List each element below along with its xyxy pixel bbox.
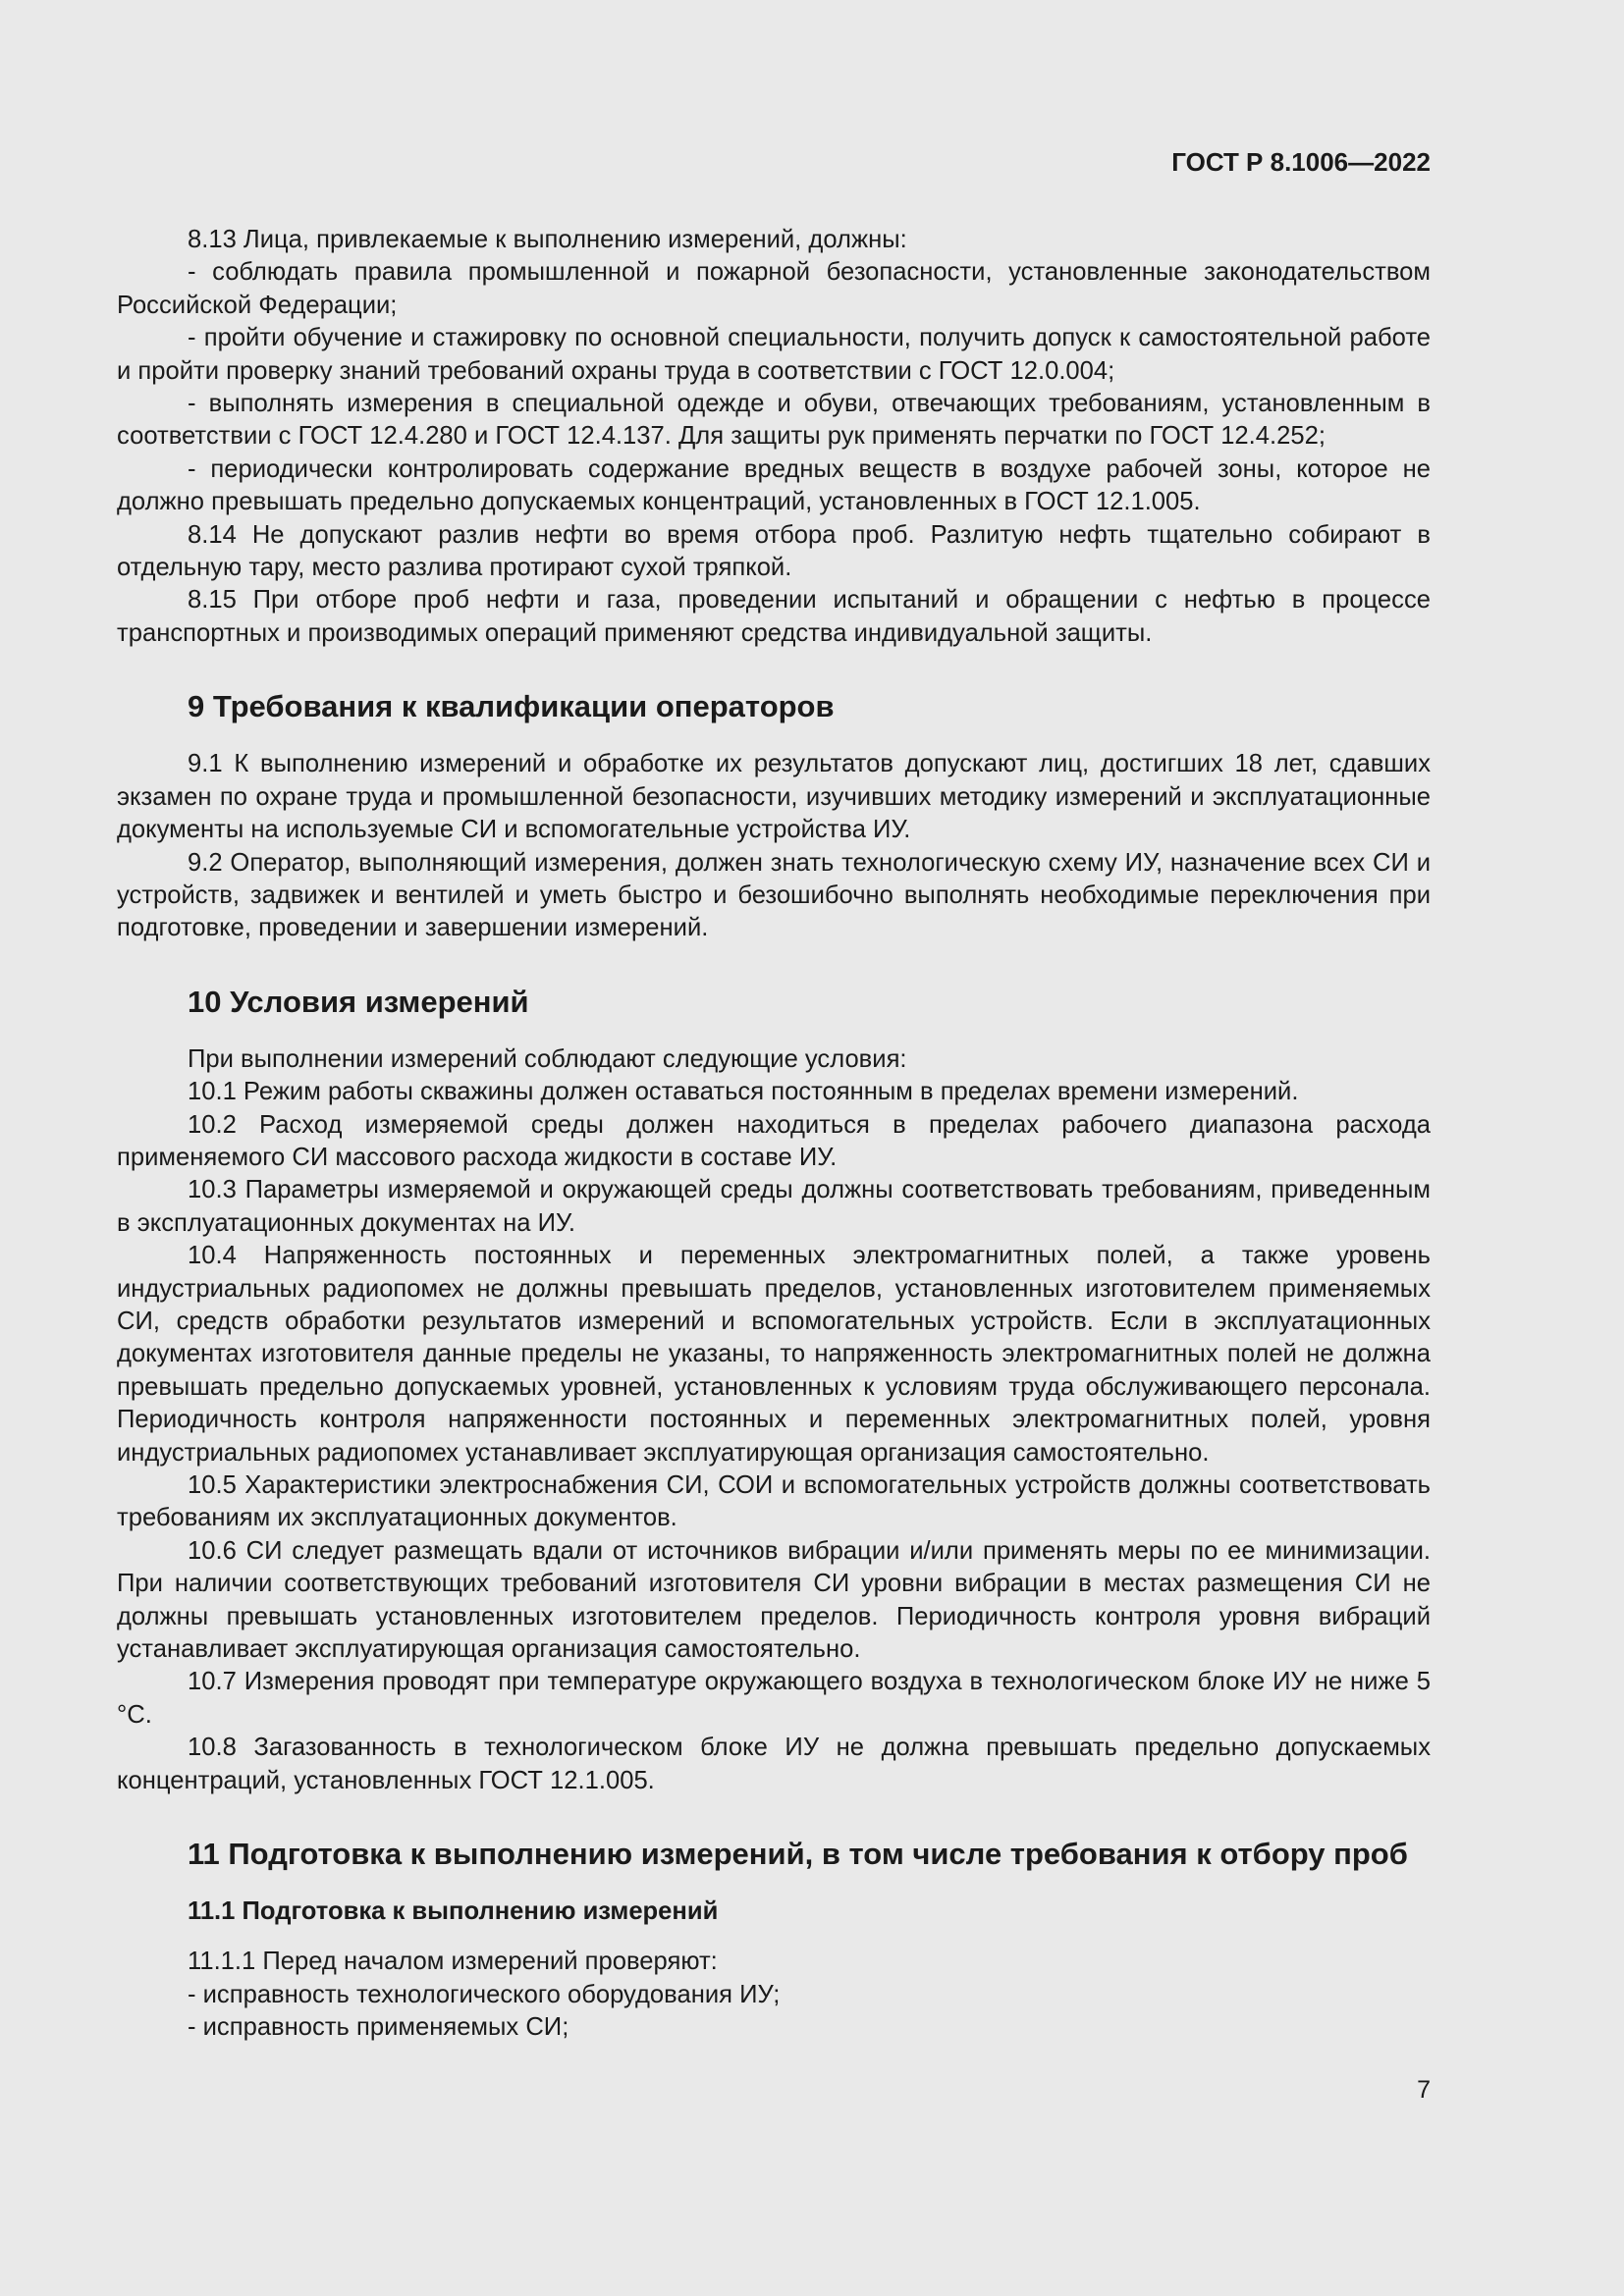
paragraph-10-5: 10.5 Характеристики электроснабжения СИ, СОИ и вспомогательных устройств должны соответствовать требованиям их эксплуатационных документов. [117, 1471, 1431, 1532]
document-code-header: ГОСТ Р 8.1006—2022 [1171, 147, 1431, 177]
section-10-heading: 10 Условия измерений [188, 984, 529, 1019]
paragraph-10-7: 10.7 Измерения проводят при температуре окружающего воздуха в технологическом блоке ИУ не ниже 5 °С. [117, 1668, 1431, 1729]
section-11-heading: 11 Подготовка к выполнению измерений, в том числе требования к отбору проб [188, 1837, 1408, 1872]
paragraph-9-2: 9.2 Оператор, выполняющий измерения, должен знать технологическую схему ИУ, назначение всех СИ и устройств, задвижек и вентилей и уметь быстро и безошибочно выполнять необходимые переключения при подготовке, проведении и завершении измерений. [117, 848, 1431, 942]
subsection-11-1-heading: 11.1 Подготовка к выполнению измерений [188, 1897, 719, 1926]
document-body [117, 224, 1431, 2045]
paragraph-10-1: 10.1 Режим работы скважины должен оставаться постоянным в пределах времени измерений. [188, 1078, 1299, 1106]
list-item-instruments-check: - исправность применяемых СИ; [188, 2013, 569, 2042]
list-item-safety-rules: - соблюдать правила промышленной и пожарной безопасности, установленные законодательством Российской Федерации; [117, 258, 1431, 319]
paragraph-8-15: 8.15 При отборе проб нефти и газа, проведении испытаний и обращении с нефтью в процессе транспортных и производимых операций применяют средства индивидуальной защиты. [117, 586, 1431, 647]
paragraph-8-14: 8.14 Не допускают разлив нефти во время отбора проб. Разлитую нефть тщательно собирают в отдельную тару, место разлива протирают сухой тряпкой. [117, 520, 1431, 582]
page-number: 7 [1417, 2076, 1431, 2104]
list-item-air-monitoring: - периодически контролировать содержание вредных веществ в воздухе рабочей зоны, которое не должно превышать предельно допускаемых концентраций, установленных в ГОСТ 12.1.005. [117, 454, 1431, 516]
list-item-equipment-check: - исправность технологического оборудования ИУ; [188, 1980, 781, 2008]
paragraph-10-6: 10.6 СИ следует размещать вдали от источников вибрации и/или применять меры по ее минимизации. При наличии соответствующих требований изготовителя СИ уровни вибрации в местах размещения СИ не должны превышать установленных изготовителем пределов. Периодичность контроля уровня вибраций устанавливает эксплуатирующая организация самостоятельно. [117, 1536, 1431, 1664]
section-9-heading: 9 Требования к квалификации операторов [188, 689, 835, 724]
paragraph-9-1: 9.1 К выполнению измерений и обработке их результатов допускают лиц, достигших 18 лет, сдавших экзамен по охране труда и промышленной безопасности, изучивших методику измерений и эксплуатационные документы на используемые СИ и вспомогательные устройства ИУ. [117, 750, 1431, 844]
paragraph-10-2: 10.2 Расход измеряемой среды должен находиться в пределах рабочего диапазона расхода применяемого СИ массового расхода жидкости в составе ИУ. [117, 1110, 1431, 1171]
paragraph-8-13: 8.13 Лица, привлекаемые к выполнению измерений, должны: [188, 226, 907, 253]
paragraph-10-3: 10.3 Параметры измеряемой и окружающей среды должны соответствовать требованиям, приведенным в эксплуатационных документах на ИУ. [117, 1176, 1431, 1237]
paragraph-10-8: 10.8 Загазованность в технологическом блоке ИУ не должна превышать предельно допускаемых концентраций, установленных ГОСТ 12.1.005. [117, 1734, 1431, 1794]
paragraph-10-4: 10.4 Напряженность постоянных и переменных электромагнитных полей, а также уровень индустриальных радиопомех не должны превышать пределов, установленных изготовителем применяемых СИ, средств обработки результатов измерений и вспомогательных устройств. Если в эксплуатационных документах изготовителя данные пределы не указаны, то напряженность электромагнитных полей не должна превышать предельно допускаемых уровней, установленных к условиям труда обслуживающего персонала. Периодичность контроля напряженности постоянных и переменных электромагнитных полей, уровня индустриальных радиопомех устанавливает эксплуатирующая организация самостоятельно. [117, 1242, 1431, 1467]
paragraph-10-intro: При выполнении измерений соблюдают следующие условия: [188, 1044, 907, 1073]
paragraph-11-1-1: 11.1.1 Перед началом измерений проверяют: [188, 1948, 718, 1976]
list-item-protective-clothing: - выполнять измерения в специальной одежде и обуви, отвечающих требованиям, установленным в соответствии с ГОСТ 12.4.280 и ГОСТ 12.4.137. Для защиты рук применять перчатки по ГОСТ 12.4.252; [117, 390, 1431, 451]
list-item-training: - пройти обучение и стажировку по основной специальности, получить допуск к самостоятельной работе и пройти проверку знаний требований охраны труда в соответствии с ГОСТ 12.0.004; [117, 324, 1431, 385]
